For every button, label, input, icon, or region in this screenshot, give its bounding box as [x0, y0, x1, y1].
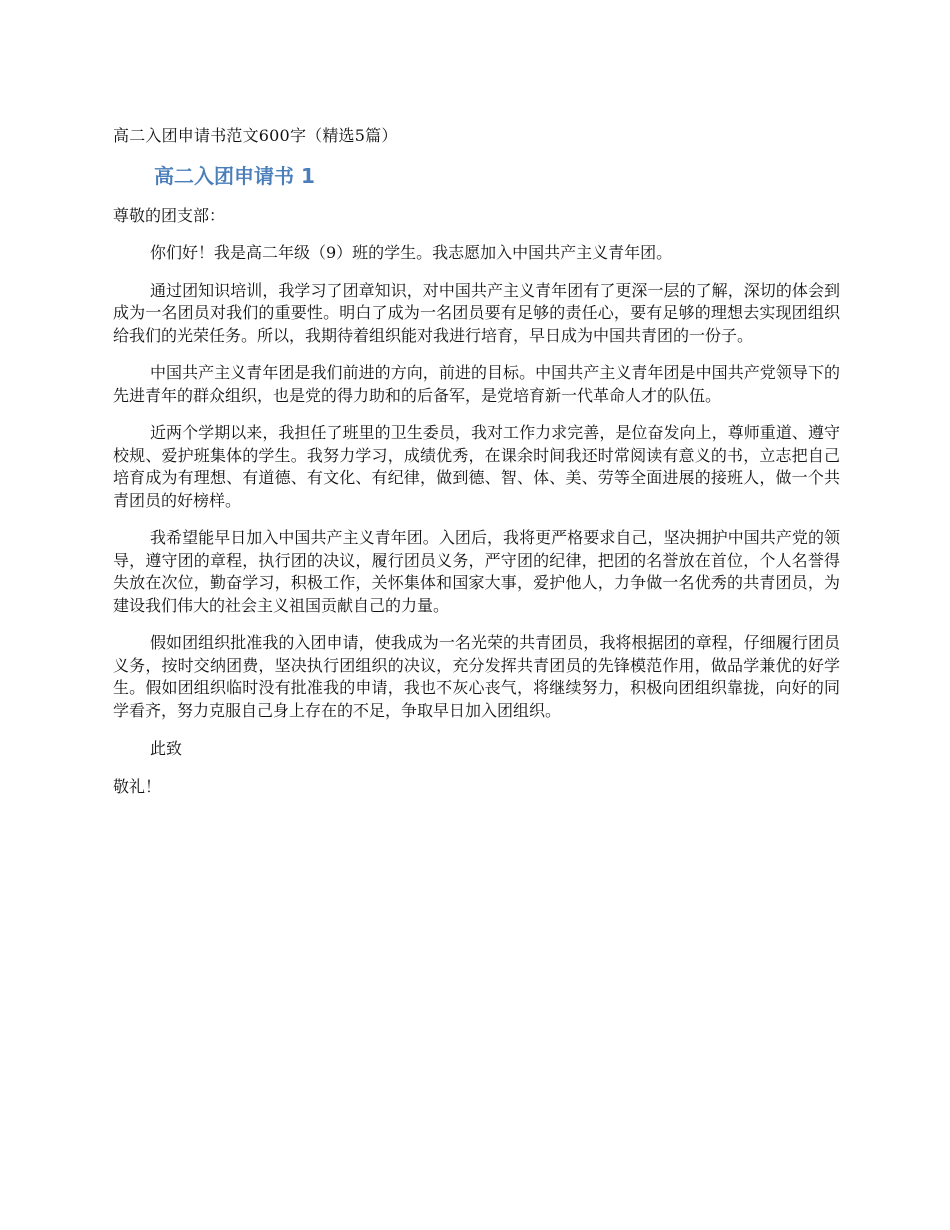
paragraph-resolution: 假如团组织批准我的入团申请，使我成为一名光荣的共青团员，我将根据团的章程，仔细履行团员义务，按时交纳团费，坚决执行团组织的决议，充分发挥共青团员的先锋模范作用，做品学兼优的好学生。假如团组织临时没有批准我的申请，我也不灰心丧气，将继续努力，积极向团组织靠拢，向好的同学看齐，努力克服自己身上存在的不足，争取早日加入团组织。: [113, 633, 840, 720]
document-title: 高二入团申请书范文600字（精选5篇）: [113, 126, 398, 145]
paragraph-greeting: 你们好！我是高二年级（9）班的学生。我志愿加入中国共产主义青年团。: [150, 243, 673, 262]
paragraph-direction: 中国共产主义青年团是我们前进的方向，前进的目标。中国共产主义青年团是中国共产党领导下的先进青年的群众组织，也是党的得力助和的后备军，是党培育新一代革命人才的队伍。: [113, 363, 840, 405]
closing-phrase: 此致: [150, 739, 183, 758]
paragraph-commitment: 我希望能早日加入中国共产主义青年团。入团后，我将更严格要求自己，坚决拥护中国共产党的领导，遵守团的章程，执行团的决议，履行团员义务，严守团的纪律，把团的名誉放在首位，个人名誉得失放在次位，勤奋学习，积极工作，关怀集体和国家大事，爱护他人，力争做一名优秀的共青团员，为建设我们伟大的社会主义祖国贡献自己的力量。: [113, 528, 840, 615]
salutation: 尊敬的团支部：: [113, 206, 226, 225]
paragraph-performance: 近两个学期以来，我担任了班里的卫生委员，我对工作力求完善，是位奋发向上，尊师重道、遵守校规、爱护班集体的学生。我努力学习，成绩优秀，在课余时间我还时常阅读有意义的书，立志把自己培育成为有理想、有道德、有文化、有纪律，做到德、智、体、美、劳等全面进展的接班人，做一个共青团员的好榜样。: [113, 423, 840, 510]
document-page: [113, 124, 840, 799]
section-heading: 高二入团申请书 1: [154, 164, 315, 188]
paragraph-training: 通过团知识培训，我学习了团章知识，对中国共产主义青年团有了更深一层的了解，深切的体会到成为一名团员对我们的重要性。明白了成为一名团员要有足够的责任心，要有足够的理想去实现团组织给我们的光荣任务。所以，我期待着组织能对我进行培育，早日成为中国共青团的一份子。: [113, 280, 840, 345]
regards-phrase: 敬礼！: [113, 777, 162, 796]
